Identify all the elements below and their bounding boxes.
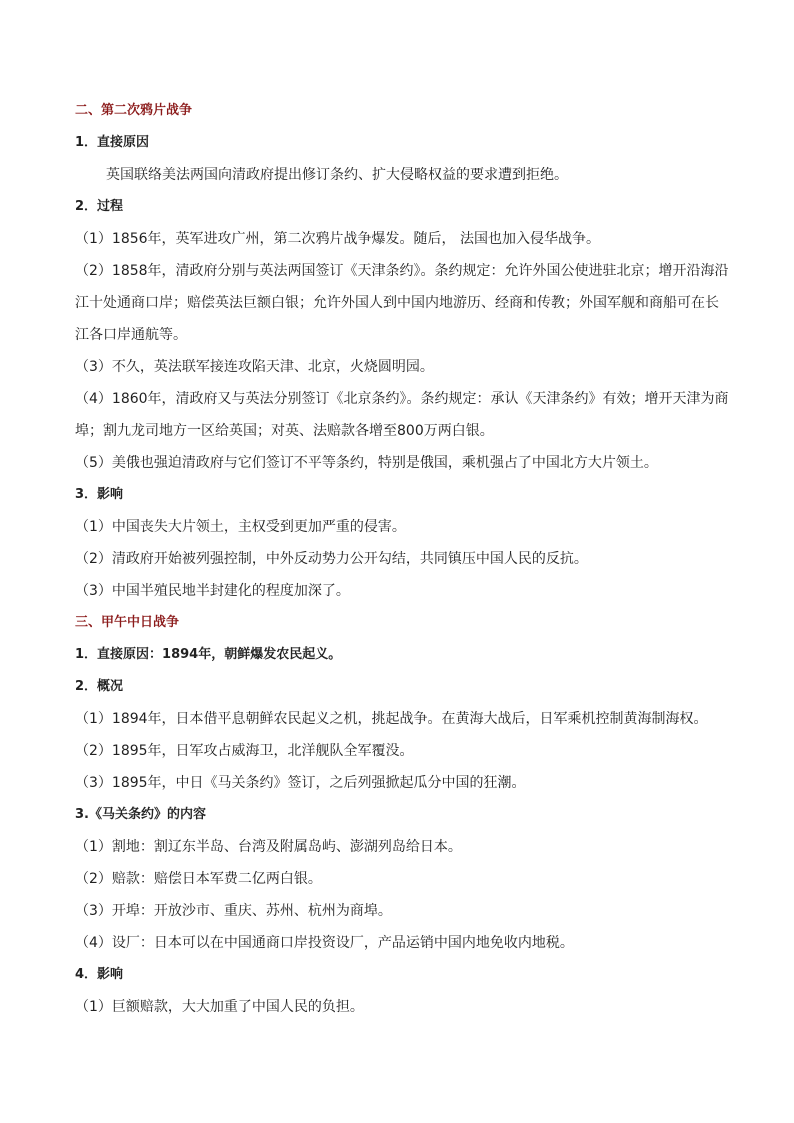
paragraph-line: （2）1895年，日军攻占威海卫，北洋舰队全军覆没。	[75, 743, 414, 759]
paragraph-line: （3）中国半殖民地半封建化的程度加深了。	[75, 583, 350, 599]
paragraph-line: （1）中国丧失大片领土，主权受到更加严重的侵害。	[75, 519, 406, 535]
subsection-heading: 2．过程	[75, 199, 124, 214]
paragraph-line: （2）1858年，清政府分别与英法两国签订《天津条约》。条约规定：允许外国公使进驻北京；增开沿海沿	[75, 263, 729, 279]
subsection-heading: 4．影响	[75, 967, 124, 982]
subsection-heading: 2．概况	[75, 679, 124, 694]
paragraph-line: （5）美俄也强迫清政府与它们签订不平等条约，特别是俄国，乘机强占了中国北方大片领土。	[75, 455, 658, 471]
paragraph-line: 江各口岸通航等。	[75, 327, 187, 343]
paragraph-line: （2）清政府开始被列强控制，中外反动势力公开勾结，共同镇压中国人民的反抗。	[75, 551, 588, 567]
paragraph-line: （1）巨额赔款，大大加重了中国人民的负担。	[75, 999, 364, 1015]
paragraph-line: （1）1856年，英军进攻广州，第二次鸦片战争爆发。随后， 法国也加入侵华战争。	[75, 231, 600, 247]
paragraph-line: （4）设厂：日本可以在中国通商口岸投资设厂，产品运销中国内地免收内地税。	[75, 935, 574, 951]
subsection-heading: 1．直接原因	[75, 135, 150, 150]
paragraph-line: （3）不久，英法联军接连攻陷天津、北京，火烧圆明园。	[75, 359, 434, 375]
paragraph-line: （2）赔款：赔偿日本军费二亿两白银。	[75, 871, 322, 887]
paragraph-line: 埠；割九龙司地方一区给英国；对英、法赔款各增至800万两白银。	[75, 423, 494, 439]
paragraph-line: （3）开埠：开放沙市、重庆、苏州、杭州为商埠。	[75, 903, 392, 919]
section-title: 二、第二次鸦片战争	[75, 103, 193, 118]
subsection-heading: 3．影响	[75, 487, 124, 502]
paragraph-line: （4）1860年，清政府又与英法分别签订《北京条约》。条约规定：承认《天津条约》有效；增开天津为商	[75, 391, 729, 407]
paragraph-line: 江十处通商口岸；赔偿英法巨额白银；允许外国人到中国内地游历、经商和传教；外国军舰和商船可在长	[75, 295, 719, 311]
paragraph-line: （3）1895年，中日《马关条约》签订，之后列强掀起瓜分中国的狂潮。	[75, 775, 526, 791]
paragraph-line: 英国联络美法两国向清政府提出修订条约、扩大侵略权益的要求遭到拒绝。	[106, 167, 568, 183]
paragraph-line: （1）割地：割辽东半岛、台湾及附属岛屿、澎湖列岛给日本。	[75, 839, 462, 855]
paragraph-line: （1）1894年，日本借平息朝鲜农民起义之机，挑起战争。在黄海大战后，日军乘机控制黄海制海权。	[75, 711, 708, 727]
section-title: 三、甲午中日战争	[75, 615, 180, 630]
subsection-heading: 1．直接原因：1894年，朝鲜爆发农民起义。	[75, 647, 342, 662]
subsection-heading: 3.《马关条约》的内容	[75, 807, 206, 822]
